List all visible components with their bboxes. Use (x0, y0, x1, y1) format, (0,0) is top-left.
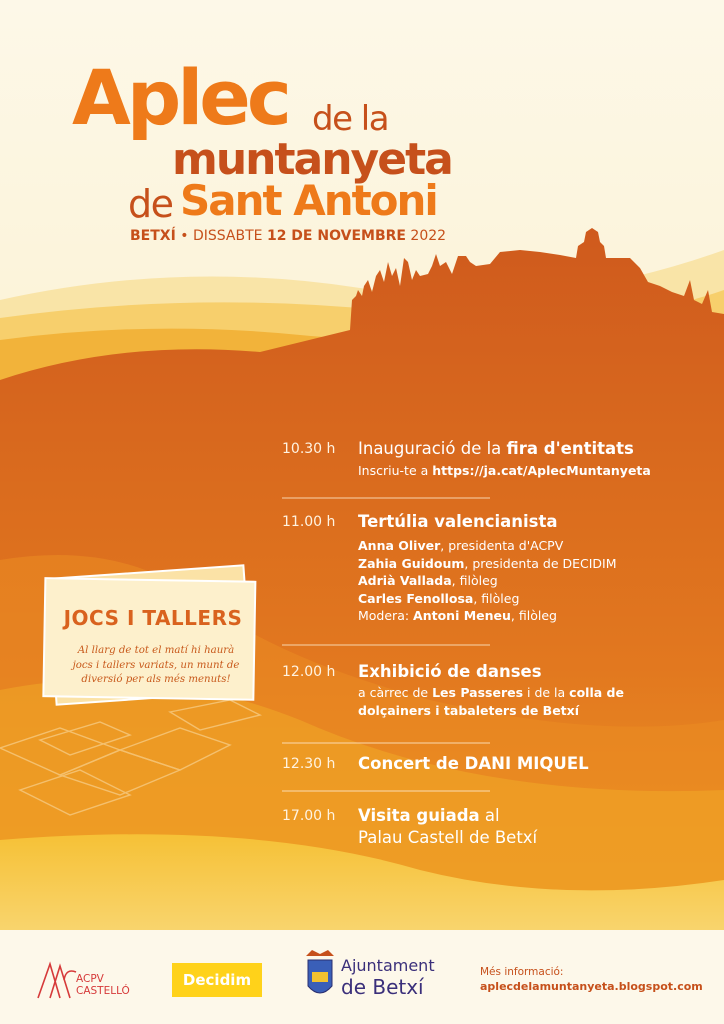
title-sant-antoni: Sant Antoni (180, 176, 437, 225)
item-time: 12.00 h (282, 664, 336, 680)
title-muntanyeta: muntanyeta (172, 134, 452, 185)
event-date-line (130, 228, 446, 244)
title-de-la: de la (312, 99, 389, 139)
item-event: Inauguració de la fira d'entitats (358, 439, 634, 458)
more-info-link[interactable]: aplecdelamuntanyeta.blogspot.com (480, 980, 703, 993)
item-event: Tertúlia valencianista (358, 512, 558, 531)
item-time: 17.00 h (282, 808, 336, 824)
title-aplec: Aplec (72, 53, 288, 142)
subtitle-date: 12 DE NOVEMBRE (266, 228, 406, 244)
item-registration: Inscriu-te a https://ja.cat/AplecMuntanyeta (358, 463, 651, 478)
registration-link[interactable]: https://ja.cat/AplecMuntanyeta (432, 463, 651, 478)
ajuntament-line2: de Betxí (341, 975, 424, 999)
guest-line: Anna Oliver, presidenta d'ACPV (358, 538, 564, 553)
guest-line: Adrià Vallada, filòleg (358, 573, 498, 588)
more-info-label: Més informació: (480, 966, 564, 978)
item-event: Exhibició de danses (358, 662, 542, 681)
item-event: Concert de DANI MIQUEL (358, 754, 589, 773)
decidim-logo: Decidim (172, 963, 262, 997)
jocs-description: Al llarg de tot el matí hi haurà jocs i tallers variats, un munt de diversió per als més menuts! (72, 645, 240, 685)
item-time: 10.30 h (282, 441, 336, 457)
item-detail: a càrrec de Les Passeres i de la colla de (358, 685, 624, 700)
item-event-line2: Palau Castell de Betxí (358, 828, 538, 847)
moderator-line: Modera: Antoni Meneu, filòleg (358, 608, 557, 623)
jocs-tallers-box (42, 562, 264, 712)
item-time: 11.00 h (282, 514, 336, 530)
item-time: 12.30 h (282, 756, 336, 772)
guest-line: Zahia Guidoum, presidenta de DECIDIM (358, 555, 617, 571)
guest-line: Carles Fenollosa, filòleg (358, 590, 520, 606)
subtitle-day: DISSABTE (192, 228, 267, 244)
subtitle-year: 2022 (405, 228, 447, 244)
subtitle-place: BETXÍ (130, 228, 176, 244)
jocs-title: JOCS I TALLERS (63, 606, 243, 630)
item-detail: dolçainers i tabaleters de Betxí (358, 702, 579, 718)
subtitle-separator: • (175, 228, 193, 244)
acpv-logo-text: ACPV CASTELLÓ (76, 973, 130, 997)
ajuntament-line1: Ajuntament (341, 956, 435, 975)
item-event: Visita guiada al (358, 806, 500, 825)
title-de: de (128, 182, 173, 226)
poster-title (0, 0, 724, 260)
